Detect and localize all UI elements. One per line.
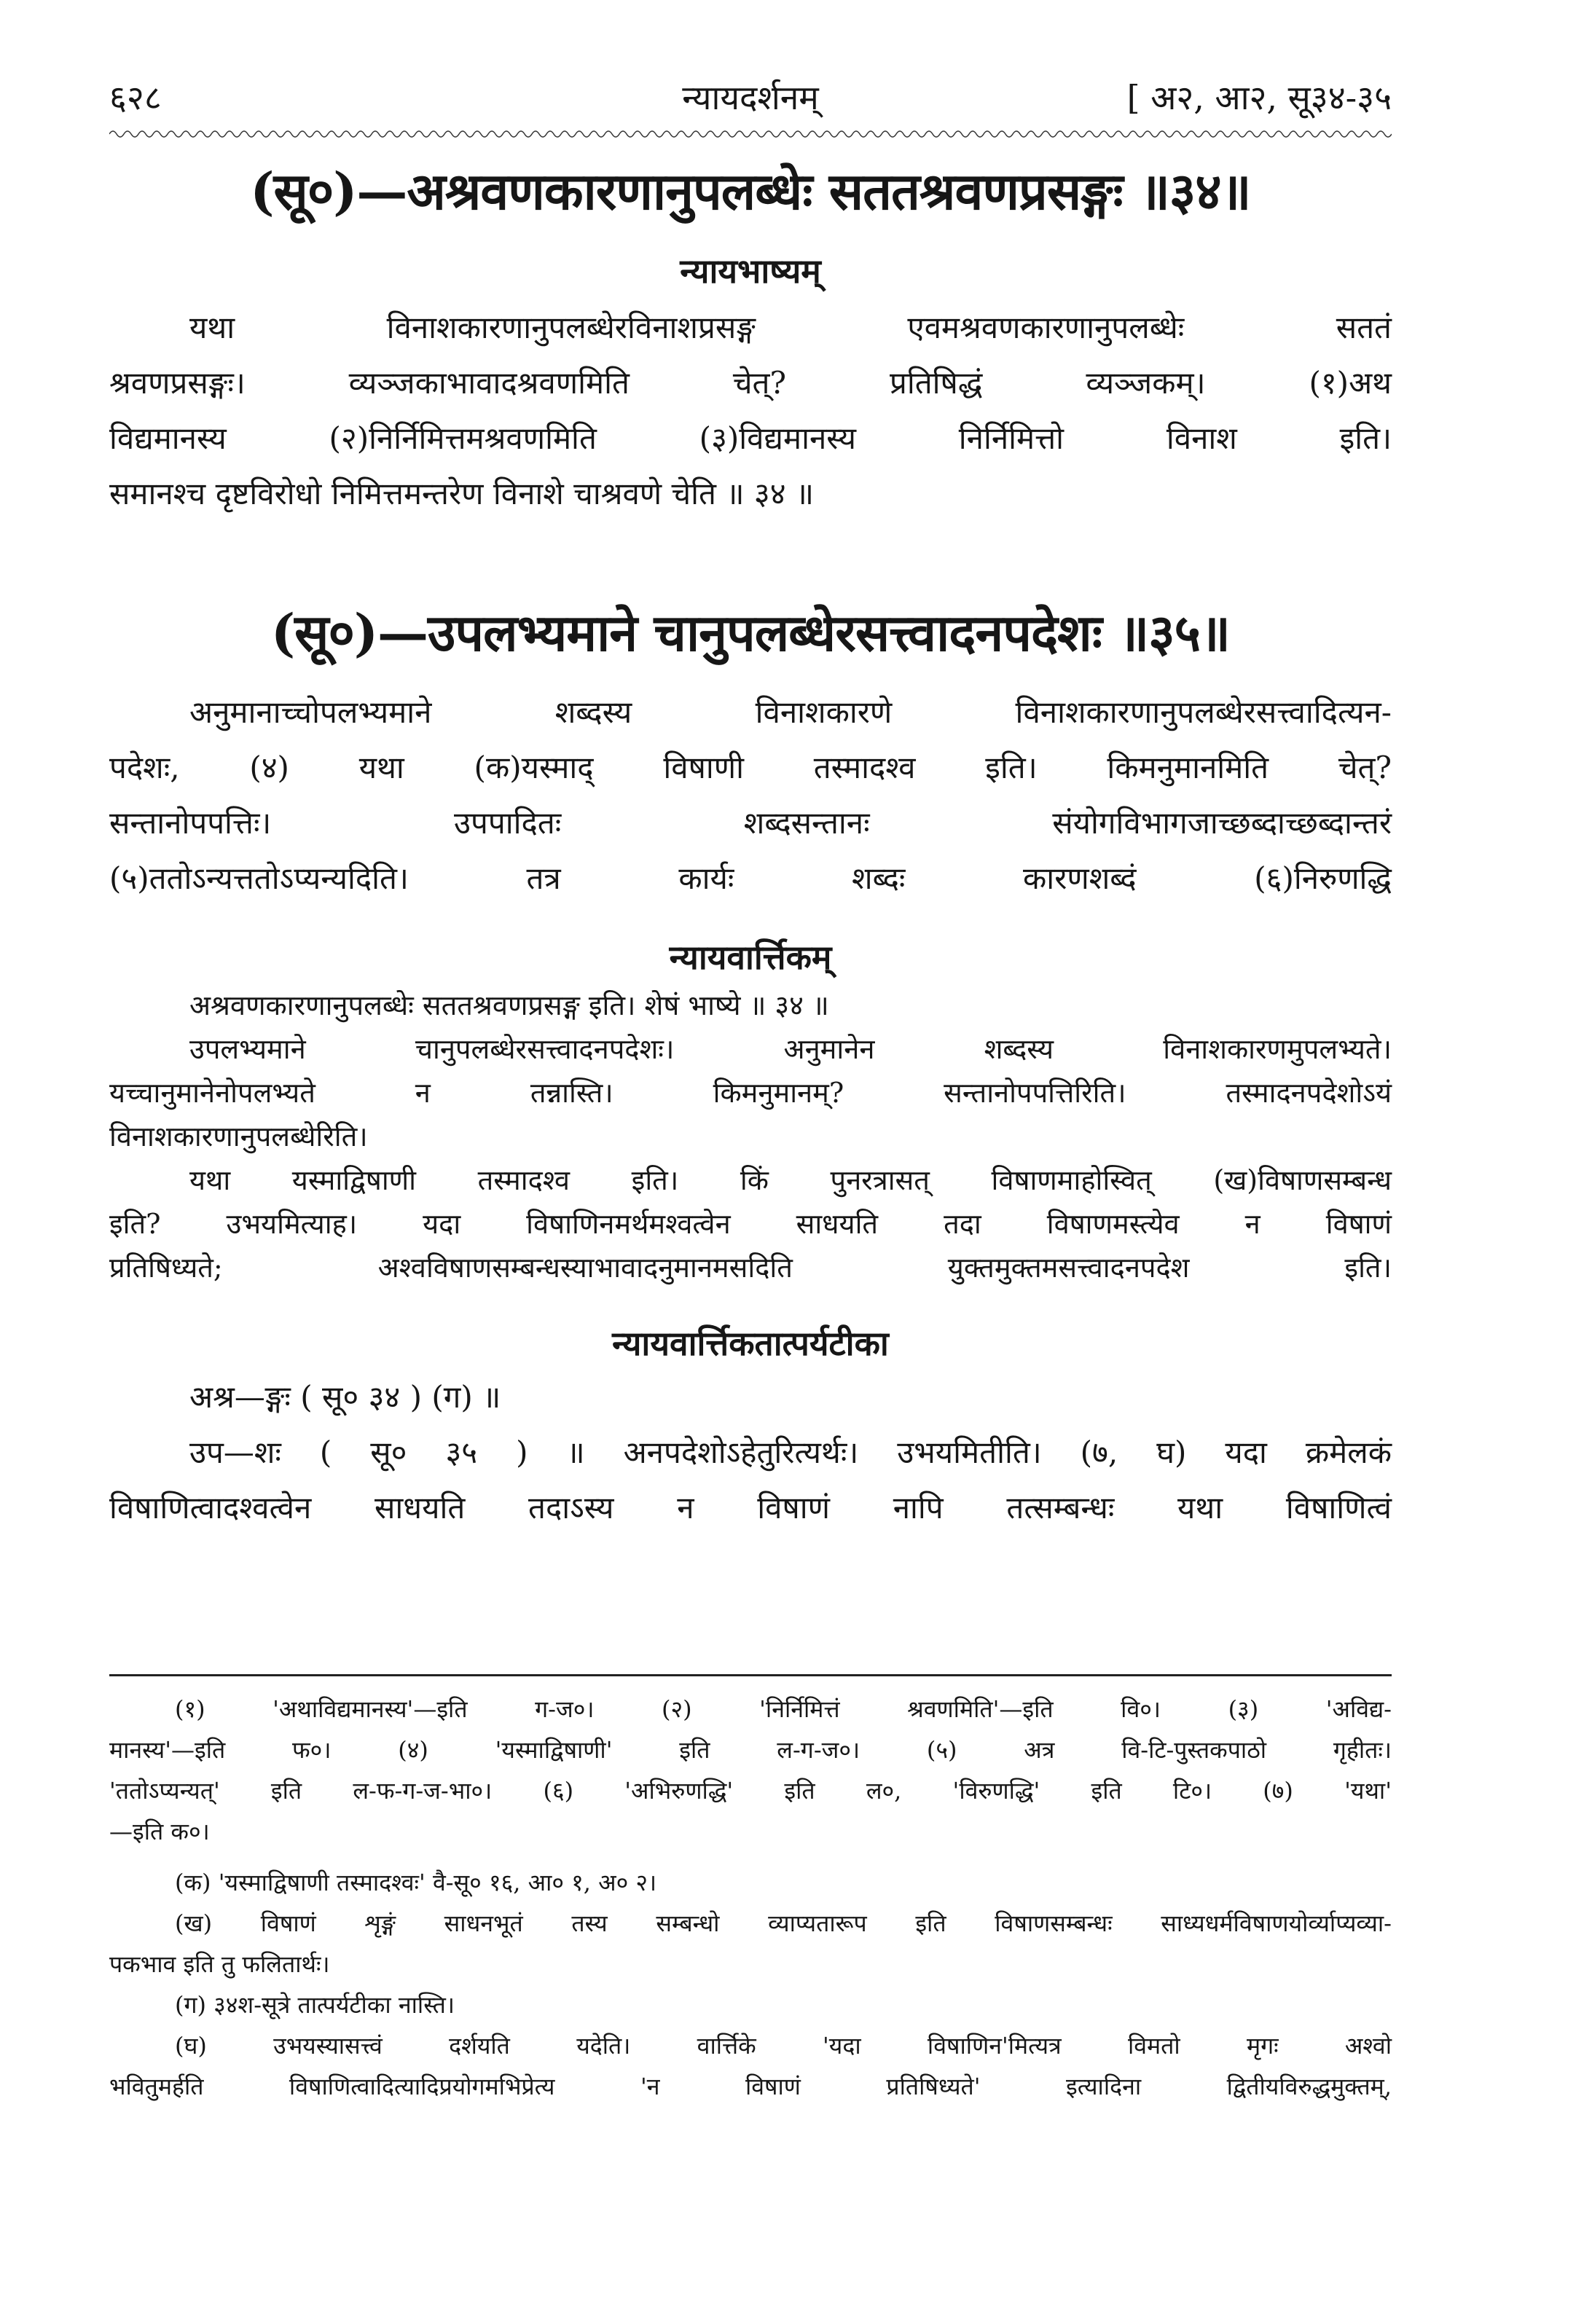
tika-heading: न्यायवार्त्तिकतात्पर्यटीका <box>612 1324 889 1363</box>
footnote-line: (१) 'अथाविद्यमानस्य'—इति ग-ज०। (२) 'निर्निमित्तं श्रवणमिति'—इति वि०। (३) 'अविद्य- <box>175 1695 1392 1723</box>
text-line: यच्चानुमानेनोपलभ्यते न तन्नास्ति। किमनुमानम्? सन्तानोपपत्तिरिति। तस्मादनपदेशोऽयं <box>109 1077 1392 1109</box>
vartika-heading: न्यायवार्त्तिकम् <box>669 938 832 977</box>
footnote-line: भवितुमर्हति विषाणित्वादित्यादिप्रयोगमभिप्रेत्य 'न विषाणं प्रतिषिध्यते' इत्यादिना द्वितीयविरुद्धमुक्तम्, <box>109 2073 1392 2100</box>
footnote-separator <box>109 1674 1392 1676</box>
footnote-line: (घ) उभयस्यासत्त्वं दर्शयति यदेति। वार्त्तिके 'यदा विषाणिन'मित्यत्र विमतो मृगः अश्वो <box>175 2032 1392 2060</box>
wavy-divider <box>109 128 1392 140</box>
text-line: (५)ततोऽन्यत्ततोऽप्यन्यदिति। तत्र कार्यः शब्दः कारणशब्दं (६)निरुणद्धि <box>109 860 1392 896</box>
tika-text <box>109 1370 1392 1536</box>
text-line: विद्यमानस्य (२)निर्निमित्तमश्रवणमिति (३)विद्यमानस्य निर्निमित्तो विनाश इति। <box>109 420 1392 456</box>
text-line: विषाणित्वादश्वत्वेन साधयति तदाऽस्य न विषाणं नापि तत्सम्बन्धः यथा विषाणित्वं <box>109 1490 1392 1526</box>
bhashya-34 <box>109 300 1392 522</box>
text-line: उपलभ्यमाने चानुपलब्धेरसत्त्वादनपदेशः। अनुमानेन शब्दस्य विनाशकारणमुपलभ्यते। <box>189 1033 1392 1065</box>
sutra-34: (सू०)—अश्रवणकारणानुपलब्धेः सततश्रवणप्रसङ्गः ॥३४॥ <box>250 161 1251 221</box>
footnote-line: 'ततोऽप्यन्यत्' इति ल-फ-ग-ज-भा०। (६) 'अभिरुणद्धि' इति ल०, 'विरुणद्धि' इति टि०। (७) 'यथा' <box>109 1777 1392 1805</box>
text-line: श्रवणप्रसङ्गः। व्यञ्जकाभावादश्रवणमिति चेत्? प्रतिषिद्धं व्यञ्जकम्। (१)अथ <box>109 365 1392 401</box>
text-line: अश्रवणकारणानुपलब्धेः सततश्रवणप्रसङ्ग इति। शेषं भाष्ये ॥ ३४ ॥ <box>189 989 829 1021</box>
bhashya-heading: न्यायभाष्यम् <box>680 251 821 291</box>
text-line: पदेशः, (४) यथा (क)यस्माद् विषाणी तस्मादश्व इति। किमनुमानमिति चेत्? <box>109 750 1392 785</box>
text-line: इति? उभयमित्याह। यदा विषाणिनमर्थमश्वत्वेन साधयति तदा विषाणमस्त्येव न विषाणं <box>109 1208 1392 1240</box>
bhashya-35 <box>109 685 1392 906</box>
footnote-line: पकभाव इति तु फलितार्थः। <box>109 1950 330 1978</box>
footnote-line: (क) 'यस्माद्विषाणी तस्मादश्वः' वै-सू० १६, आ० १, अ० २। <box>175 1869 657 1896</box>
chapter-reference: [ अ२, आ२, सू३४-३५ <box>1126 78 1392 117</box>
text-line: उप—शः ( सू० ३५ ) ॥ अनपदेशोऽहेतुरित्यर्थः। उभयमितीति। (७, घ) यदा क्रमेलकं <box>189 1434 1392 1470</box>
footnote-line: (ख) विषाणं शृङ्गं साधनभूतं तस्य सम्बन्धो व्याप्यतारूप इति विषाणसम्बन्धः साध्यधर्मविषाणयोर्व्याप्यव्या- <box>175 1909 1392 1937</box>
page-number: ६२८ <box>109 78 162 117</box>
text-line: यथा विनाशकारणानुपलब्धेरविनाशप्रसङ्ग एवमश्रवणकारणानुपलब्धेः सततं <box>189 310 1392 345</box>
footnote-line: —इति क०। <box>109 1818 210 1845</box>
book-title: न्यायदर्शनम् <box>682 78 819 117</box>
footnotes <box>109 1689 1392 2107</box>
text-line: प्रतिषिध्यते; अश्वविषाणसम्बन्धस्याभावादनुमानमसदिति युक्तमुक्तमसत्त्वादनपदेश इति। <box>109 1252 1392 1284</box>
text-line: समानश्च दृष्टविरोधो निमित्तमन्तरेण विनाशे चाश्रवणे चेति ॥ ३४ ॥ <box>109 476 815 511</box>
sutra-35: (सू०)—उपलभ्यमाने चानुपलब्धेरसत्त्वादनपदेशः ॥३५॥ <box>271 602 1230 663</box>
text-line: विनाशकारणानुपलब्धेरिति। <box>109 1120 368 1153</box>
text-line: अश्र—ङ्गः ( सू० ३४ ) (ग) ॥ <box>189 1379 501 1415</box>
footnote-line: (ग) ३४श-सूत्रे तात्पर्यटीका नास्ति। <box>175 1991 455 2019</box>
running-header <box>109 67 1392 125</box>
vartika-text <box>109 984 1392 1289</box>
text-line: सन्तानोपपत्तिः। उपपादितः शब्दसन्तानः संयोगविभागजाच्छब्दाच्छब्दान्तरं <box>109 805 1392 841</box>
text-line: यथा यस्माद्विषाणी तस्मादश्व इति। किं पुनरत्रासत् विषाणमाहोस्वित् (ख)विषाणसम्बन्ध <box>189 1164 1392 1196</box>
text-line: अनुमानाच्चोपलभ्यमाने शब्दस्य विनाशकारणे विनाशकारणानुपलब्धेरसत्त्वादित्यन- <box>189 694 1392 730</box>
footnote-line: मानस्य'—इति फ०। (४) 'यस्माद्विषाणी' इति ल-ग-ज०। (५) अत्र वि-टि-पुस्तकपाठो गृहीतः। <box>109 1736 1392 1764</box>
